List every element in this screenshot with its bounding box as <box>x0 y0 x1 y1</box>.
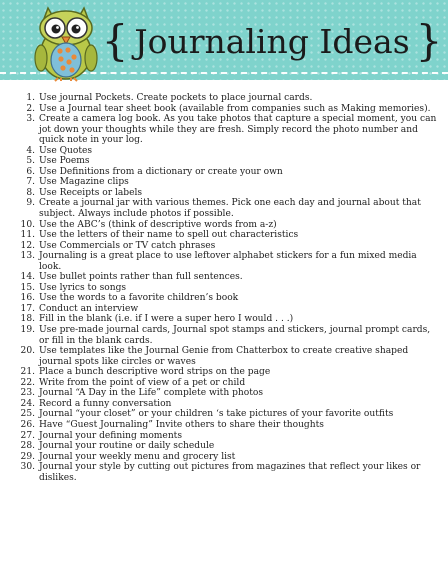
list-item <box>18 409 438 420</box>
owl-icon <box>24 4 108 82</box>
list-item <box>18 230 438 241</box>
item-number: 27. <box>20 430 35 441</box>
list-item <box>18 293 438 304</box>
item-text: Use Magazine clips <box>39 177 129 188</box>
item-text: Journal your style by cutting out pictures from magazines that reflect your likes or dislikes. <box>39 462 421 483</box>
header-banner <box>0 0 448 80</box>
item-text: Have “Guest Journaling” Invite others to share their thoughts <box>39 419 324 430</box>
title-brace-right: } <box>415 15 443 65</box>
item-number: 20. <box>20 346 35 357</box>
item-number: 19. <box>20 325 35 336</box>
item-number: 5. <box>26 156 35 167</box>
item-text: Use bullet points rather than full sentences. <box>39 272 243 283</box>
item-text: Place a bunch descriptive word strips on the page <box>39 367 271 378</box>
list-item <box>18 241 438 252</box>
item-number: 24. <box>20 398 35 409</box>
title-brace-left: { <box>101 15 129 65</box>
list-item <box>18 367 438 378</box>
item-number: 18. <box>20 314 35 325</box>
item-number: 1. <box>26 93 35 103</box>
item-text: Create a camera log book. As you take photos that capture a special moment, you can jot down your thoughts while they are fresh. Simply record the photo number and quick note in your log. <box>39 114 437 146</box>
item-text: Use pre-made journal cards, Journal spot stamps and stickers, journal prompt cards, or fill in the blank cards. <box>39 325 431 346</box>
item-text: Use Definitions from a dictionary or create your own <box>39 166 283 177</box>
list-item <box>18 399 438 410</box>
item-number: 2. <box>26 103 35 114</box>
list-item <box>18 114 438 146</box>
list-item <box>18 156 438 167</box>
list-item <box>18 325 438 346</box>
list-item <box>18 420 438 431</box>
item-number: 10. <box>20 219 35 230</box>
ideas-list <box>18 93 438 483</box>
item-text: Record a funny conversation <box>39 398 172 409</box>
item-text: Journal your weekly menu and grocery list <box>39 451 236 462</box>
list-item <box>18 452 438 463</box>
list-item <box>18 388 438 399</box>
list-item <box>18 167 438 178</box>
item-text: Conduct an interview <box>39 303 139 314</box>
item-number: 28. <box>20 441 35 452</box>
list-item <box>18 272 438 283</box>
list-item <box>18 441 438 452</box>
item-text: Create a journal jar with various themes. Pick one each day and journal about that subject. Always include photos if possible. <box>39 198 421 220</box>
item-text: Journal “A Day in the Life” complete with photos <box>39 388 264 399</box>
list-item <box>18 177 438 188</box>
list-item <box>18 304 438 315</box>
item-text: Use the letters of their name to spell out characteristics <box>39 230 299 241</box>
item-text: Journal “your closet” or your children ‘s take pictures of your favorite outfits <box>39 409 394 420</box>
list-item <box>18 314 438 325</box>
item-text: Use Poems <box>39 156 90 167</box>
item-number: 6. <box>26 166 35 177</box>
item-number: 3. <box>26 114 35 125</box>
item-text: Journal your routine or daily schedule <box>39 441 215 452</box>
title-text: Journaling Ideas <box>134 21 410 61</box>
item-number: 14. <box>20 272 35 283</box>
item-number: 8. <box>26 187 35 198</box>
item-text: Use Commercials or TV catch phrases <box>39 240 216 251</box>
list-item <box>18 251 438 272</box>
item-number: 13. <box>20 251 35 262</box>
list-item <box>18 346 438 367</box>
item-number: 11. <box>20 230 35 241</box>
item-number: 4. <box>26 145 35 156</box>
list-item <box>18 93 438 104</box>
item-text: Use templates like the Journal Genie from Chatterbox to create creative shaped journal spots like circles or waves <box>39 346 409 367</box>
item-text: Journal your defining moments <box>39 430 182 441</box>
item-text: Use Quotes <box>39 145 93 156</box>
item-text: Use a Journal tear sheet book (available from companies such as Making memories). <box>39 103 431 114</box>
item-number: 22. <box>20 377 35 388</box>
list-item <box>18 283 438 294</box>
item-number: 15. <box>20 282 35 293</box>
item-text: Use the ABC’s (think of descriptive words from a-z) <box>39 219 277 230</box>
item-text: Fill in the blank (i.e. if I were a super hero I would . . .) <box>39 314 294 325</box>
item-number: 7. <box>26 177 35 188</box>
item-number: 9. <box>26 198 35 209</box>
item-number: 29. <box>20 451 35 462</box>
item-number: 21. <box>20 367 35 378</box>
item-text: Journaling is a great place to use leftover alphabet stickers for a fun mixed media look. <box>39 251 417 272</box>
list-item <box>18 462 438 483</box>
item-number: 25. <box>20 409 35 420</box>
item-text: Use Receipts or labels <box>39 187 143 198</box>
list-item <box>18 188 438 199</box>
item-number: 16. <box>20 293 35 304</box>
list-item <box>18 104 438 115</box>
list-item <box>18 431 438 442</box>
item-number: 30. <box>20 462 35 473</box>
item-number: 23. <box>20 388 35 399</box>
list-item <box>18 146 438 157</box>
item-number: 17. <box>20 303 35 314</box>
item-number: 26. <box>20 419 35 430</box>
list-item <box>18 198 438 219</box>
list-item <box>18 220 438 231</box>
item-number: 12. <box>20 240 35 251</box>
item-text: Use lyrics to songs <box>39 282 127 293</box>
page-title <box>101 15 443 66</box>
list-item <box>18 378 438 389</box>
item-text: Write from the point of view of a pet or child <box>39 377 246 388</box>
item-text: Use journal Pockets. Create pockets to place journal cards. <box>39 93 313 103</box>
item-text: Use the words to a favorite children’s book <box>39 293 239 304</box>
